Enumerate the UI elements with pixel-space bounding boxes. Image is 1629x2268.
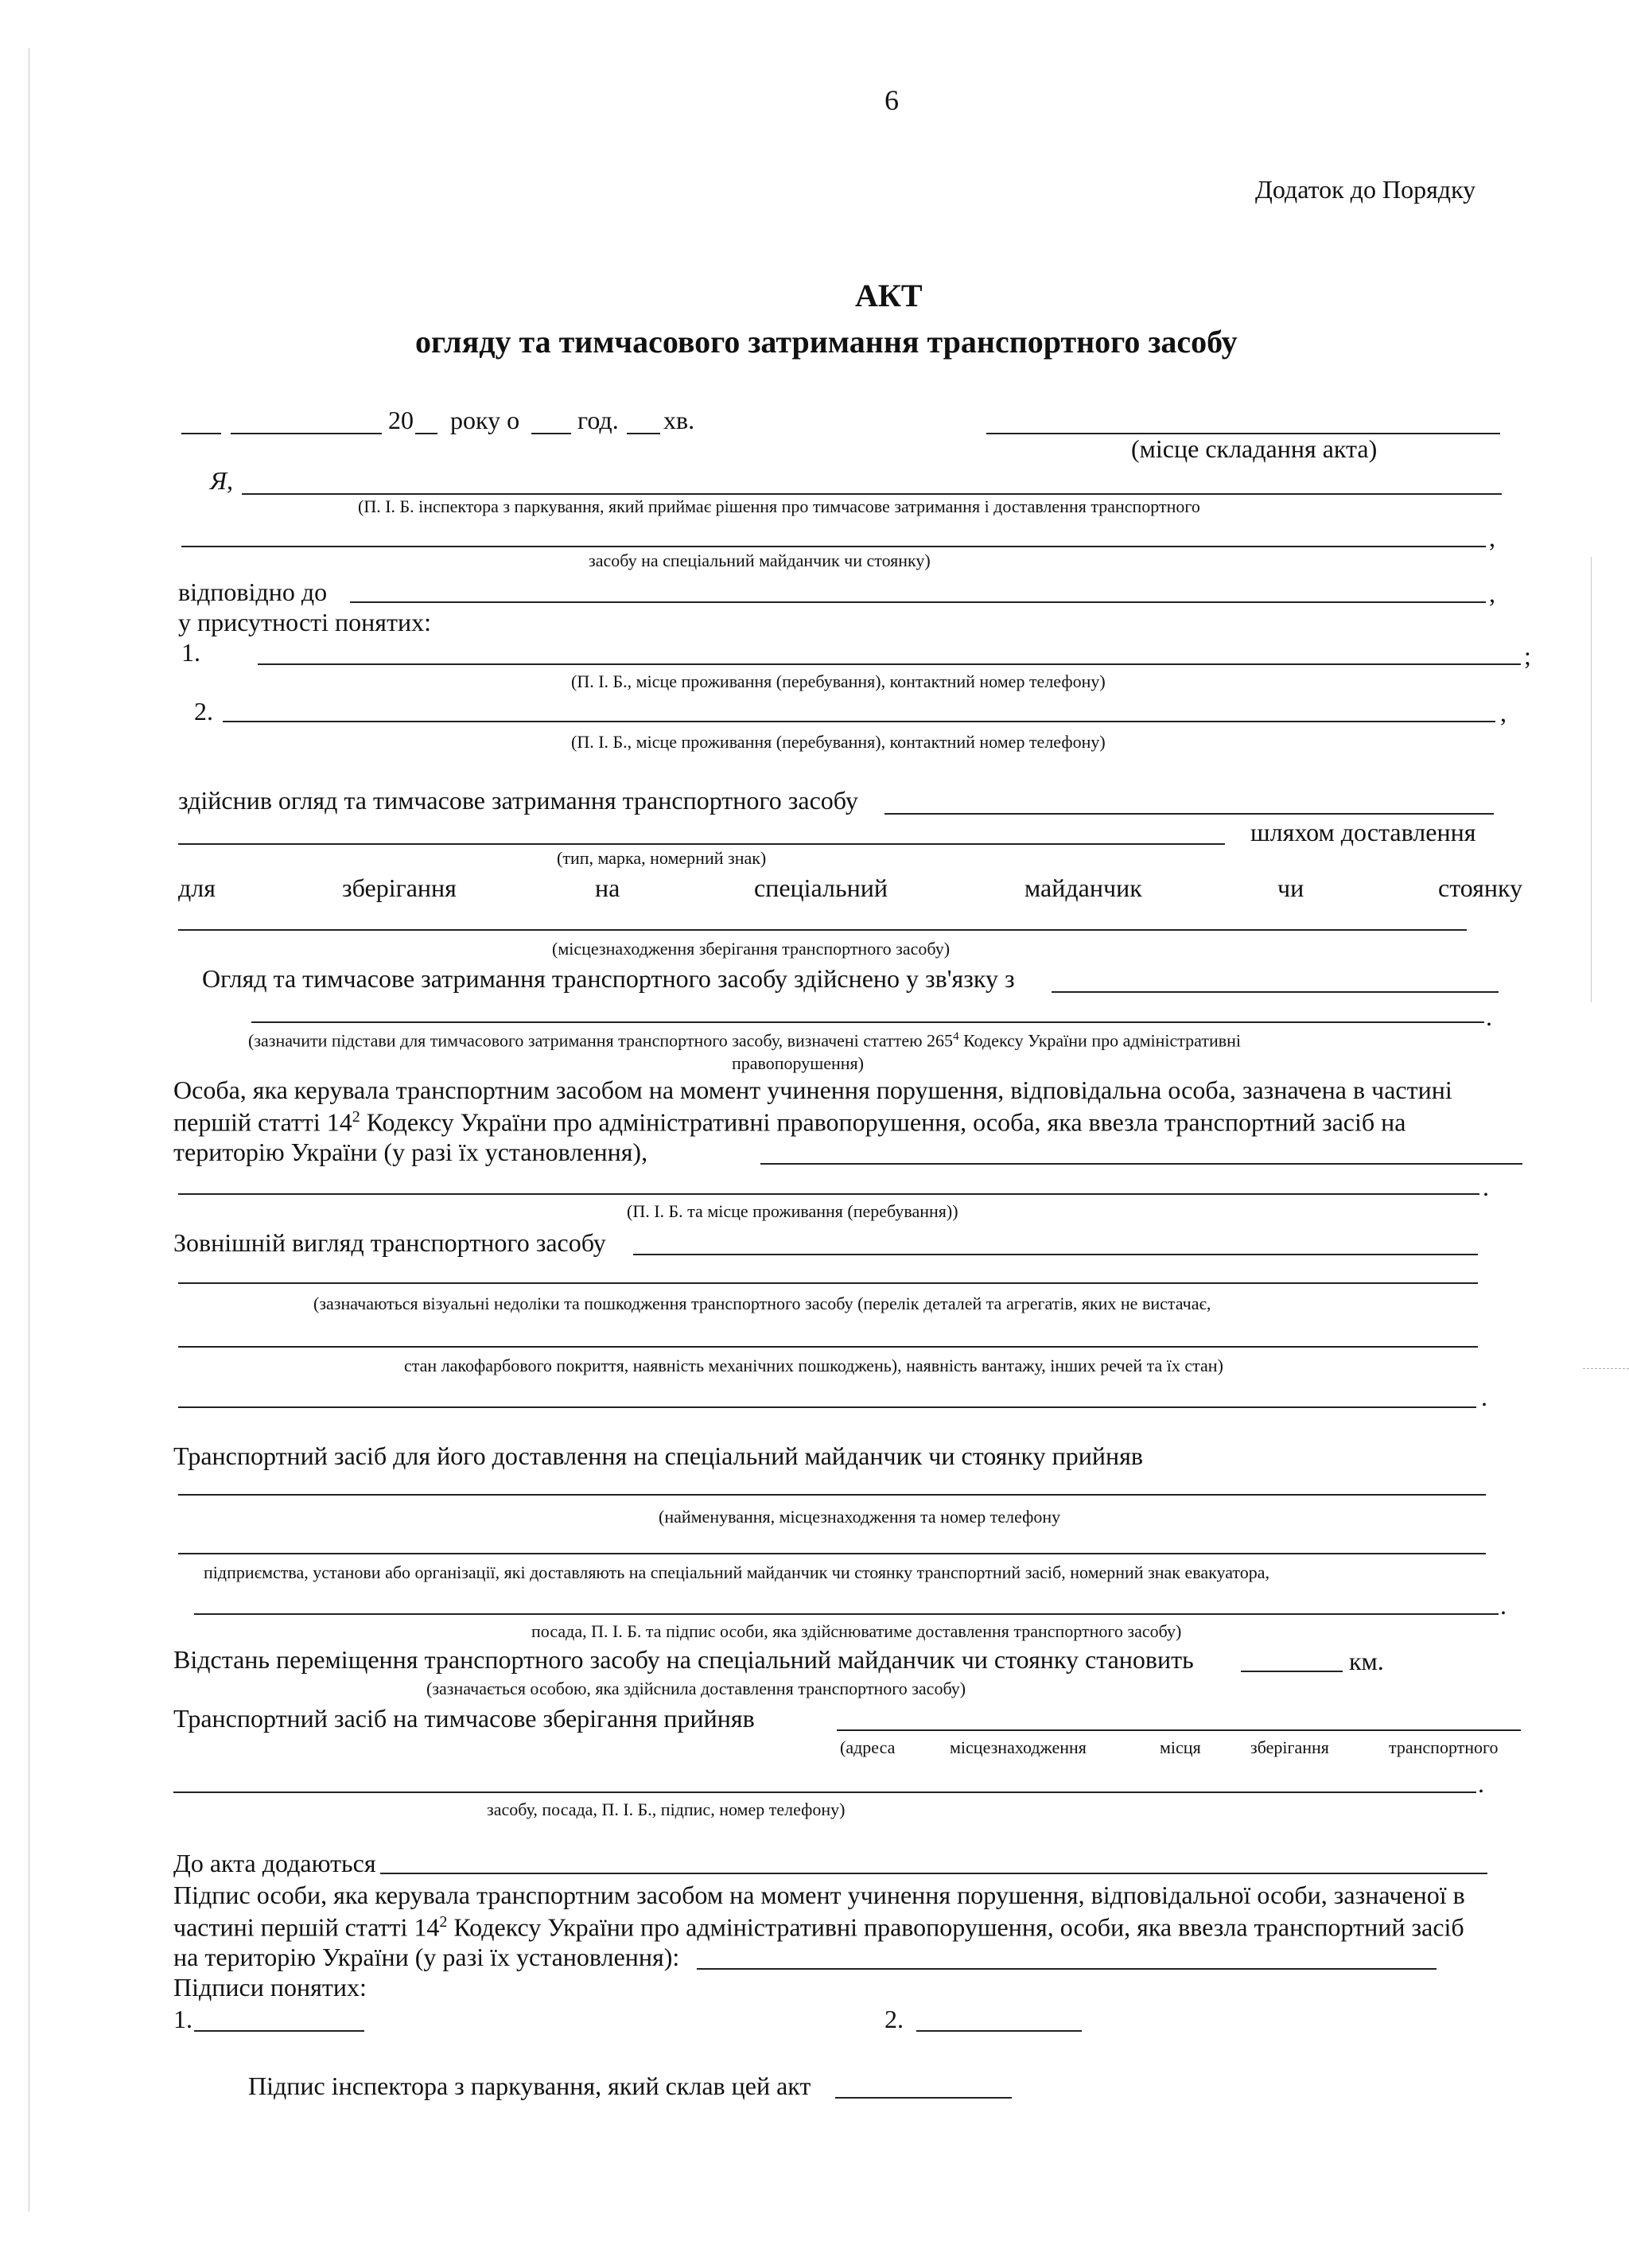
storage-caption-word-3: місця [1160, 1737, 1201, 1757]
driver-line-2 [173, 1109, 1405, 1135]
appearance-line-3[interactable] [178, 1346, 1478, 1348]
page-number: 6 [884, 84, 899, 116]
inspector-comma: , [1489, 523, 1495, 552]
signature-fill-line[interactable] [697, 1968, 1437, 1970]
witness-2-line[interactable] [223, 721, 1495, 722]
inspection-via: шляхом доставлення [1250, 818, 1476, 846]
appearance-caption-1: (зазначаються візуальні недоліки та пошкодження транспортного засобу (перелік деталей та агрегатів, яких не вистачає, [313, 1293, 1211, 1313]
reason-end: . [1486, 1002, 1492, 1031]
delivery-line-3[interactable] [194, 1613, 1499, 1615]
inspector-line-2[interactable] [181, 546, 1486, 547]
appearance-line[interactable] [633, 1254, 1478, 1255]
inspector-signature-line[interactable] [835, 2097, 1012, 2099]
reason-caption [248, 1031, 1241, 1049]
scan-edge-right [1591, 557, 1592, 1002]
delivery-end: . [1500, 1591, 1507, 1620]
distance-label: Відстань переміщення транспортного засобу на спеціальний майданчик чи стоянку становить [173, 1645, 1194, 1674]
driver-caption: (П. І. Б. та місце проживання (перебування)) [627, 1201, 958, 1221]
witness-2-caption: (П. І. Б., місце проживання (перебування), контактний номер телефону) [571, 732, 1106, 752]
appearance-caption-2: стан лакофарбового покриття, наявність механічних пошкоджень), наявність вантажу, інших речей та їх стан) [404, 1356, 1223, 1375]
storage-word-1: для [178, 873, 216, 902]
according-line[interactable] [350, 601, 1486, 603]
witness-signatures-label: Підписи понятих: [173, 1973, 367, 2002]
distance-unit: км. [1349, 1647, 1384, 1675]
date-hours-line[interactable] [531, 433, 571, 434]
witness-2-end: , [1500, 698, 1507, 727]
according-comma: , [1489, 579, 1495, 608]
witness-1-line[interactable] [258, 663, 1521, 665]
document-subtitle: огляду та тимчасового затримання транспортного засобу [415, 324, 1238, 360]
appearance-line-2[interactable] [178, 1282, 1478, 1284]
witnesses-label: у присутності понятих: [178, 608, 431, 636]
appearance-label: Зовнішній вигляд транспортного засобу [173, 1228, 606, 1257]
appendix-header: Додаток до Порядку [1255, 175, 1476, 204]
date-day-line[interactable] [181, 433, 221, 434]
reason-line[interactable] [1052, 991, 1499, 993]
delivery-caption-1: (найменування, місцезнаходження та номер телефону [659, 1507, 1061, 1527]
signature-line-2-sup: 2 [439, 1913, 448, 1931]
reason-caption-a: (зазначити підстави для тимчасового затримання транспортного засобу, визначені статтею 265 [248, 1030, 954, 1051]
reason-caption-b: Кодексу України про адміністративні [958, 1030, 1241, 1051]
attachments-label: До акта додаються [173, 1849, 376, 1877]
inspector-label: Я, [210, 466, 234, 495]
delivery-label: Транспортний засіб для його доставлення на спеціальний майданчик чи стоянку прийняв [173, 1441, 1143, 1470]
storage-caption-word-2: місцезнаходження [950, 1737, 1087, 1757]
storage-end: . [1478, 1769, 1484, 1798]
driver-line-1: Особа, яка керувала транспортним засобом на момент учинення порушення, відповідальна особа, зазначена в частині [173, 1076, 1452, 1104]
storage-word-4: спеціальний [754, 873, 888, 902]
date-minutes-label: хв. [663, 406, 695, 434]
date-minutes-line[interactable] [627, 433, 660, 434]
delivery-caption-2: підприємства, установи або організації, які доставляють на спеціальний майданчик чи стоянку транспортний засіб, номерний знак евакуатора, [204, 1562, 1269, 1582]
storage-word-6: чи [1277, 873, 1304, 902]
inspector-caption-2: засобу на спеціальний майданчик чи стоянку) [589, 550, 931, 570]
driver-line-2-sup: 2 [352, 1108, 360, 1126]
witness-1-number: 1. [181, 638, 200, 667]
inspector-caption-1: (П. І. Б. інспектора з паркування, який приймає рішення про тимчасове затримання і доставлення транспортного [358, 496, 1200, 516]
storage-caption-word-1: (адреса [840, 1737, 896, 1757]
storage-caption-word-4: зберігання [1250, 1737, 1329, 1757]
storage-word-3: на [595, 873, 620, 902]
document-title: АКТ [855, 278, 923, 313]
reason-caption-2: правопорушення) [732, 1053, 864, 1073]
driver-end: . [1483, 1173, 1489, 1201]
delivery-line-2[interactable] [178, 1553, 1486, 1554]
date-year-prefix: 20 [388, 406, 414, 434]
storage-line-2[interactable] [173, 1791, 1476, 1793]
storage-caption: (місцезнаходження зберігання транспортного засобу) [552, 939, 951, 959]
delivery-caption-3: посада, П. І. Б. та підпис особи, яка здійснюватиме доставлення транспортного засобу) [531, 1621, 1182, 1641]
witness-1-caption: (П. І. Б., місце проживання (перебування), контактний номер телефону) [571, 671, 1106, 691]
driver-line-2a: першій статті 14 [173, 1107, 352, 1137]
date-year-line[interactable] [415, 433, 437, 434]
storage-line[interactable] [837, 1729, 1521, 1731]
storage-word-2: зберігання [342, 873, 457, 902]
inspection-line[interactable] [884, 813, 1494, 815]
driver-line-2-fill[interactable] [178, 1193, 1479, 1195]
reason-line-2[interactable] [251, 1021, 1484, 1023]
date-month-line[interactable] [231, 433, 382, 434]
storage-caption-2: засобу, посада, П. І. Б., підпис, номер телефону) [487, 1799, 846, 1819]
signature-line-3: на територію України (у разі їх установлення): [173, 1943, 680, 1971]
according-label: відповідно до [178, 578, 328, 606]
storage-word-5: майданчик [1024, 873, 1142, 902]
driver-line-3: територію України (у разі їх установлення), [173, 1138, 648, 1166]
inspection-text: здійснив огляд та тимчасове затримання транспортного засобу [178, 786, 858, 815]
storage-label: Транспортний засіб на тимчасове зберігання прийняв [173, 1704, 755, 1733]
distance-line[interactable] [1241, 1671, 1343, 1672]
storage-location-line[interactable] [178, 929, 1467, 931]
place-caption: (місце складання акта) [1131, 434, 1378, 463]
storage-word-7: стоянку [1438, 873, 1523, 902]
signature-line-2a: частині першій статті 14 [173, 1912, 440, 1942]
witness-2-number: 2. [194, 697, 213, 726]
witness-1-end: ; [1524, 641, 1531, 670]
attachments-line[interactable] [380, 1873, 1487, 1874]
signature-line-1: Підпис особи, яка керувала транспортним засобом на момент учинення порушення, відповідальної особи, зазначеної в [173, 1881, 1465, 1909]
vehicle-line[interactable] [178, 843, 1225, 845]
date-year-word: року о [450, 406, 520, 434]
witness-signature-1-number: 1. [173, 2005, 192, 2033]
delivery-line[interactable] [178, 1494, 1486, 1496]
witness-signature-2-line[interactable] [916, 2030, 1082, 2032]
appearance-end: . [1481, 1383, 1487, 1411]
vehicle-caption: (тип, марка, номерний знак) [557, 848, 767, 868]
appearance-line-4[interactable] [178, 1406, 1476, 1408]
inspector-line[interactable] [242, 493, 1502, 495]
signature-line-2b: Кодексу України про адміністративні правопорушення, особи, яка ввезла транспортний засіб [447, 1912, 1464, 1942]
date-hours-label: год. [577, 406, 619, 434]
reason-caption-sup: 4 [953, 1030, 959, 1043]
inspector-signature-label: Підпис інспектора з паркування, який склав цей акт [248, 2072, 811, 2100]
distance-caption: (зазначається особою, яка здійснила доставлення транспортного засобу) [426, 1679, 966, 1698]
reason-text: Огляд та тимчасове затримання транспортного засобу здійснено у зв'язку з [202, 964, 1015, 993]
driver-line-2b: Кодексу України про адміністративні правопорушення, особа, яка ввезла транспортний засіб на [360, 1107, 1406, 1137]
scan-edge-mark [1583, 1368, 1629, 1369]
signature-line-2 [173, 1914, 1464, 1940]
storage-caption-word-5: транспортного [1389, 1737, 1499, 1757]
witness-signature-2-number: 2. [884, 2005, 904, 2033]
witness-signature-1-line[interactable] [194, 2030, 364, 2032]
driver-line[interactable] [760, 1163, 1522, 1165]
